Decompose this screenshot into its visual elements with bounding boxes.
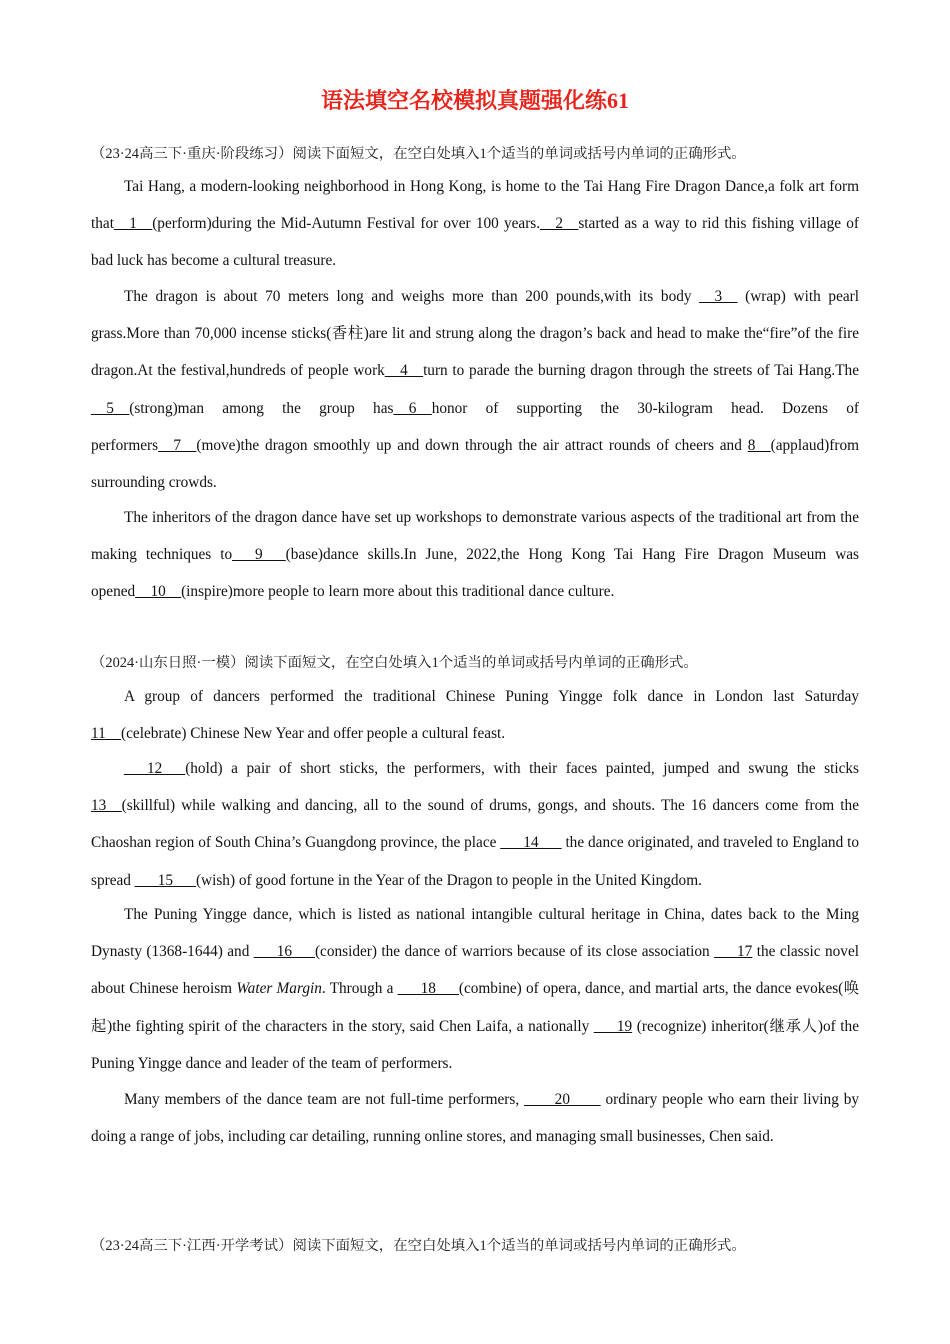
text: started as a way to rid this fishing village of bad luck has become a cultural treasure. [91, 215, 863, 270]
text: Many members of the dance team are not full-time performers, [124, 1091, 520, 1108]
blank-15: ___15___ [134, 871, 196, 889]
passage-2-paragraph-4 [91, 1081, 863, 1155]
passage-2-paragraph-2 [91, 750, 863, 899]
blank-8: 8__ [747, 436, 771, 454]
blank-2: __2__ [540, 215, 579, 233]
section-source-3: （23·24高三下·江西·开学考试）阅读下面短文，在空白处填入1个适当的单词或括号内单词的正确形式。 [91, 1238, 746, 1254]
text: The Puning Yingge dance, which is listed as national intangible cultural heritage in China, dates back to the Ming Dynasty (1368-1644) and [91, 906, 863, 961]
blank-20: ____20____ [524, 1091, 601, 1108]
text: the dance originated, and traveled to England to spread [91, 834, 863, 889]
blank-10: __10__ [135, 583, 182, 601]
blank-16: ___16___ [253, 943, 315, 961]
text: (move)the dragon smoothly up and down through the air attract rounds of cheers and [196, 436, 742, 454]
text: The dragon is about 70 meters long and weighs more than 200 pounds,with its body [124, 288, 692, 305]
text: (combine) of opera, dance, and martial arts, the dance evokes(唤起)the fighting spirit of the characters in the story, said Chen Laifa, a nationally [91, 980, 860, 1035]
text: The inheritors of the dragon dance have set up workshops to demonstrate various aspects of the traditional art from the making techniques to [91, 509, 863, 564]
text: (base)dance skills.In June, 2022,the Hong Kong Tai Hang Fire Dragon Museum was opened [91, 546, 863, 601]
text: the classic novel about Chinese heroism [91, 943, 863, 998]
blank-17: ___17 [714, 943, 753, 961]
blank-4: __4__ [384, 362, 424, 380]
text: (inspire)more people to learn more about this traditional dance culture. [181, 583, 615, 601]
passage-1-paragraph-3 [91, 499, 863, 611]
text: honor of supporting the 30-kilogram head. Dozens of performers [91, 399, 863, 454]
blank-13: 13__ [91, 797, 122, 815]
text: (hold) a pair of short sticks, the performers, with their faces painted, jumped and swung the sticks [185, 760, 859, 777]
blank-6: __6__ [393, 399, 432, 417]
text: Tai Hang, a modern-looking neighborhood in Hong Kong, is home to the Tai Hang Fire Dragon Dance,a folk art form that [91, 178, 863, 233]
text: . Through a [321, 980, 394, 998]
blank-18: ___18___ [397, 980, 459, 998]
text: (wrap) with pearl grass.More than 70,000 incense sticks(香柱)are lit and strung along the dragon’s back and head to make the“fire”of the fire dragon.At the festival,hundreds of people work [91, 288, 863, 380]
text: (consider) the dance of warriors because of its close association [314, 943, 710, 961]
blank-3: __3__ [699, 288, 738, 305]
blank-7: __7__ [158, 436, 197, 454]
novel-title: Water Margin [236, 980, 322, 998]
text: A group of dancers performed the traditional Chinese Puning Yingge folk dance in London last Saturday [124, 688, 859, 705]
passage-1-paragraph-2 [91, 278, 863, 501]
text: turn to parade the burning dragon through the streets of Tai Hang.The [423, 362, 859, 380]
passage-1-paragraph-1 [91, 168, 863, 280]
blank-14: ___14___ [500, 834, 562, 852]
text: (wish) of good fortune in the Year of the Dragon to people in the United Kingdom. [195, 871, 702, 889]
text: (perform)during the Mid-Autumn Festival for over 100 years. [152, 215, 541, 233]
text: ordinary people who earn their living by doing a range of jobs, including car detailing, running online stores, and managing small businesses, Chen said. [91, 1091, 863, 1146]
passage-2-paragraph-1 [91, 678, 859, 752]
text: (skillful) while walking and dancing, all to the sound of drums, gongs, and shouts. The 16 dancers come from the Chaoshan region of South China’s Guangdong province, the place [91, 797, 863, 852]
blank-5: __5__ [91, 399, 130, 417]
page-title: 语法填空名校模拟真题强化练61 [320, 88, 629, 113]
text: (recognize) inheritor(继承人)of the Puning Yingge dance and leader of the team of performers. [91, 1017, 863, 1072]
blank-11: 11__ [91, 725, 122, 743]
blank-19: ___19 [593, 1017, 633, 1035]
text: (celebrate) Chinese New Year and offer people a cultural feast. [121, 725, 506, 743]
blank-12: ___12___ [124, 760, 186, 777]
text: (strong)man among the group has [129, 399, 394, 417]
blank-9: ___9___ [232, 546, 286, 564]
text: (applaud)from surrounding crowds. [91, 436, 863, 492]
section-source-2: （2024·山东日照·一模）阅读下面短文，在空白处填入1个适当的单词或括号内单词的正确形式。 [91, 655, 698, 671]
passage-2-paragraph-3 [91, 896, 863, 1082]
section-source-1: （23·24高三下·重庆·阶段练习）阅读下面短文，在空白处填入1个适当的单词或括号内单词的正确形式。 [91, 146, 746, 162]
blank-1: __1__ [113, 215, 153, 233]
